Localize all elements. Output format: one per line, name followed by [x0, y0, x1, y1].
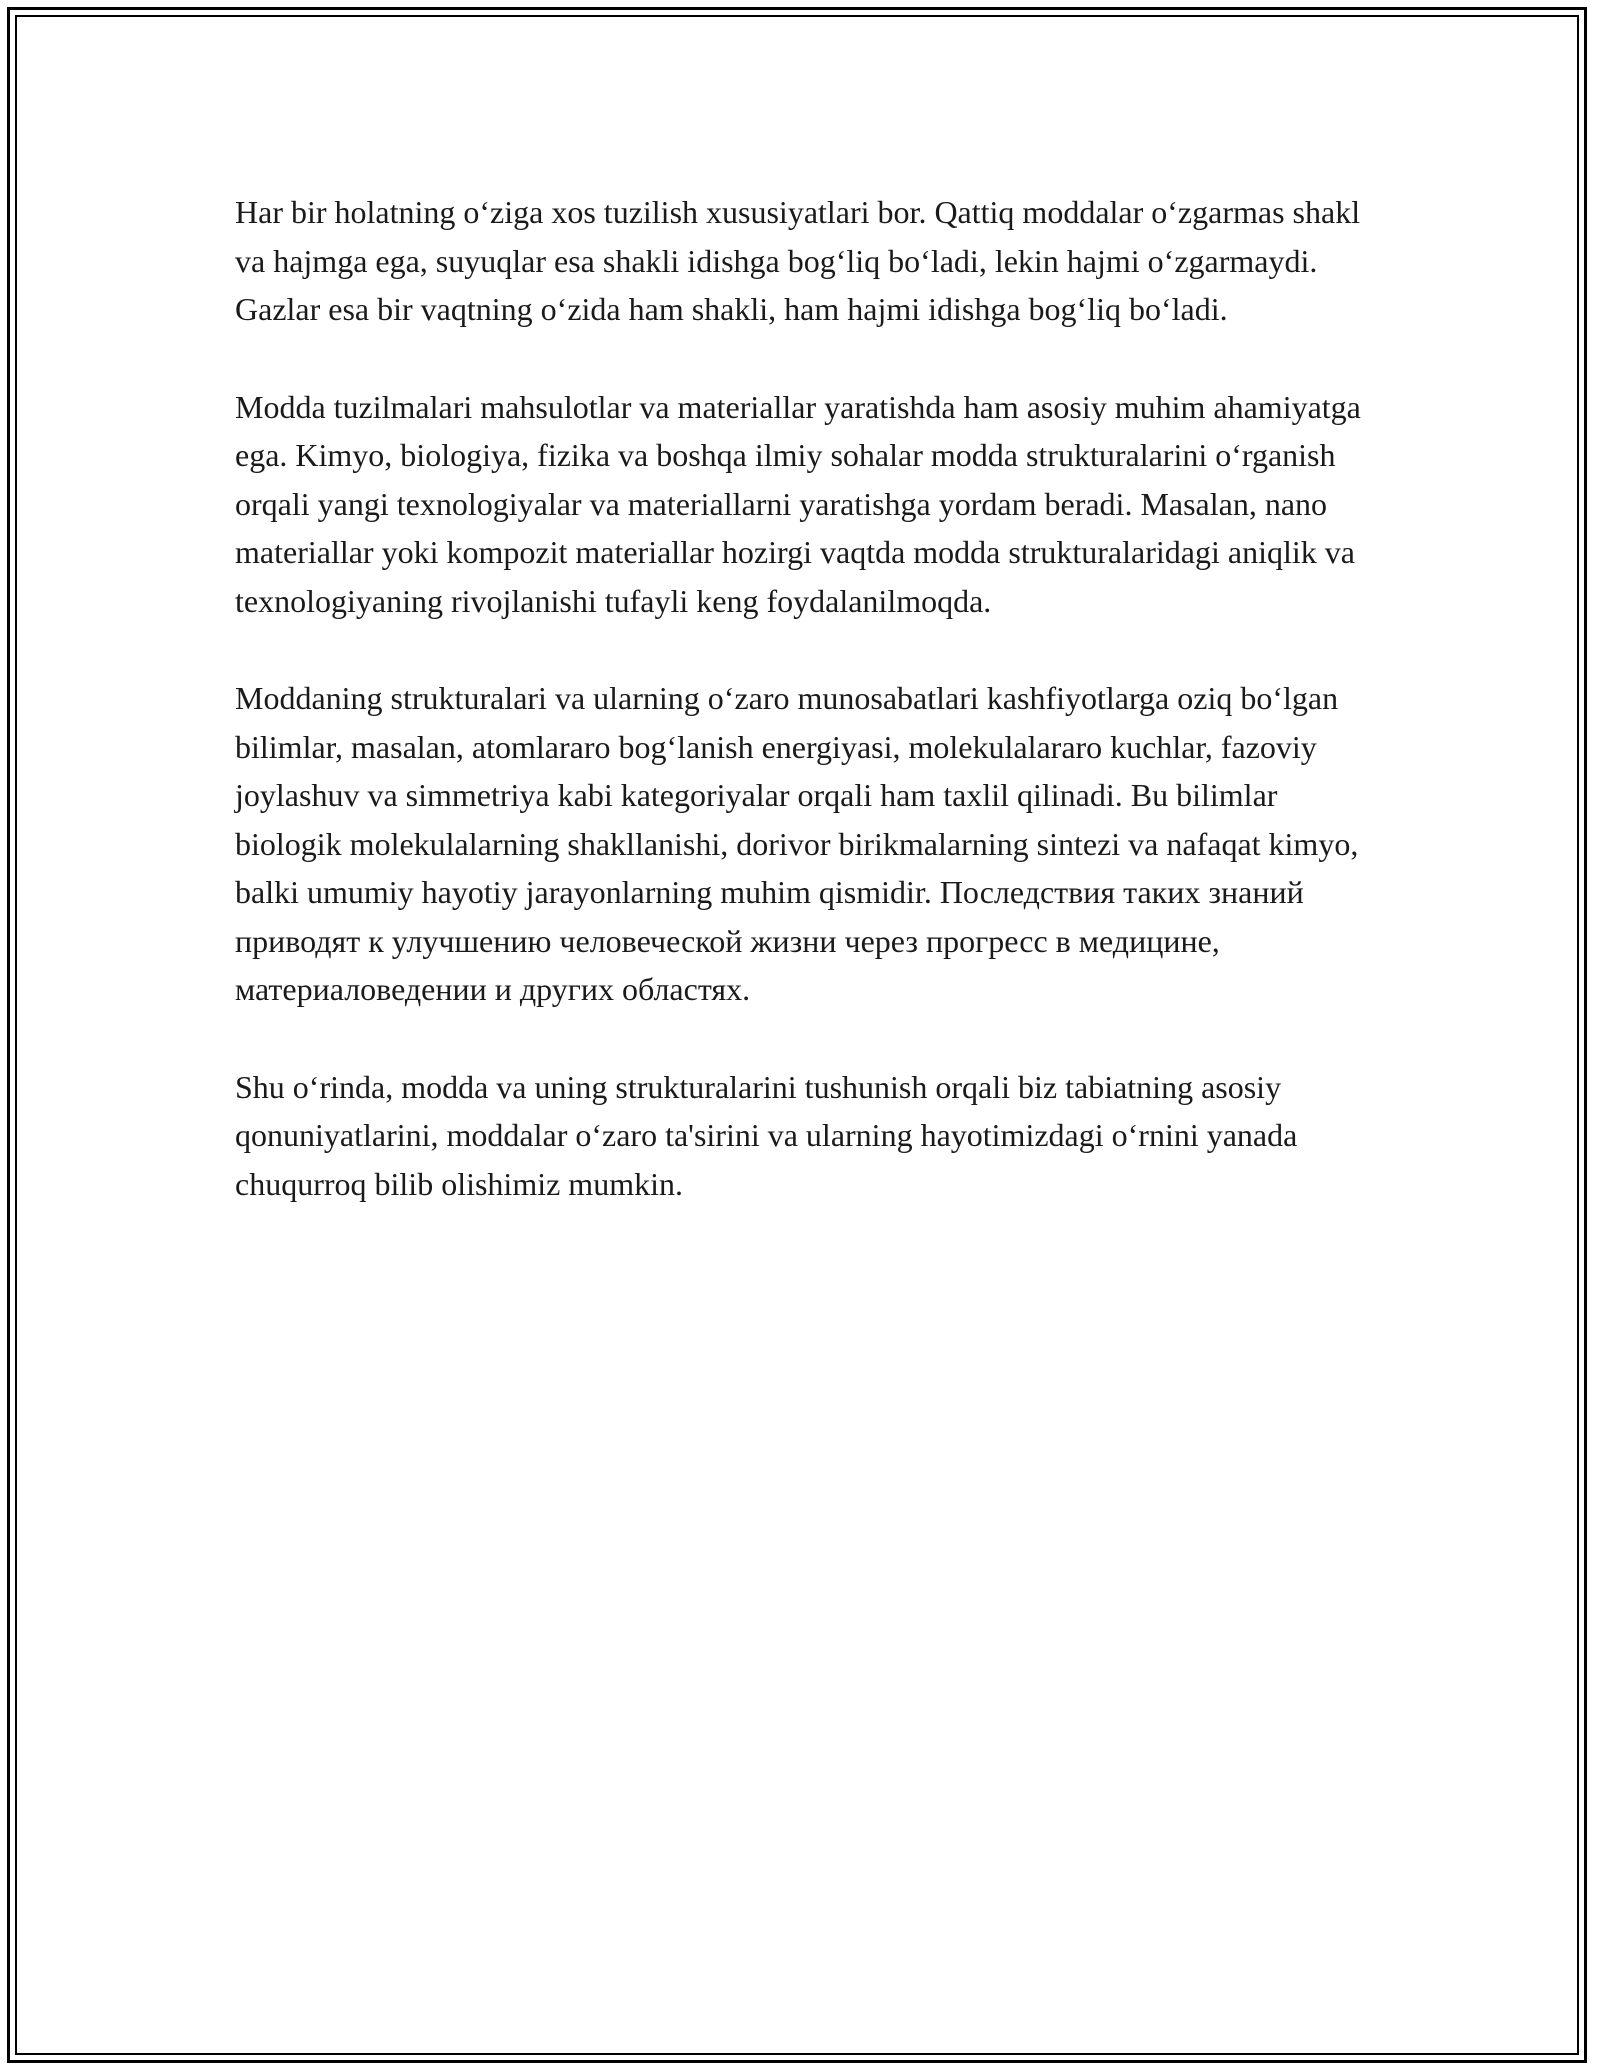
paragraph-1: Har bir holatning o‘ziga xos tuzilish xususiyatlari bor. Qattiq moddalar o‘zgarmas shakl va hajmga ega, suyuqlar esa shakli idishga bog‘liq bo‘ladi, lekin hajmi o‘zgarmaydi. Gazlar esa bir vaqtning o‘zida ham shakli, ham hajmi idishga bog‘liq bo‘ladi.	[235, 194, 1361, 327]
paragraph-4: Shu o‘rinda, modda va uning strukturalarini tushunish orqali biz tabiatning asosiy qonuniyatlarini, moddalar o‘zaro ta'sirini va ularning hayotimizdagi o‘rnini yanada chuqurroq bilib olishimiz mumkin.	[235, 1068, 1298, 1202]
paragraph-3: Moddaning strukturalari va ularning o‘zaro munosabatlari kashfiyotlarga oziq bo‘lgan bilimlar, masalan, atomlararo bog‘lanish energiyasi, molekulalararo kuchlar, fazoviy joylashuv va simmetriya kabi kategoriyalar orqali ham taxlil qilinadi. Bu bilimlar biologik molekulalarning shakllanishi, dorivor birikmalarning sintezi va nafaqat kimyo, balki umumiy hayotiy jarayonlarning muhim qismidir. Последствия таких знаний приводят к улучшению человеческой жизни через прогресс в медицине, материаловедении и других областях.	[235, 680, 1359, 1007]
document-body	[235, 188, 1375, 1257]
paragraph-2: Modda tuzilmalari mahsulotlar va materiallar yaratishda ham asosiy muhim ahamiyatga ega. Kimyo, biologiya, fizika va boshqa ilmiy sohalar modda strukturalarini o‘rganish orqali yangi texnologiyalar va materiallarni yaratishga yordam beradi. Masalan, nano materiallar yoki kompozit materiallar hozirgi vaqtda modda strukturalaridagi aniqlik va texnologiyaning rivojlanishi tufayli keng foydalanilmoqda.	[235, 388, 1361, 619]
